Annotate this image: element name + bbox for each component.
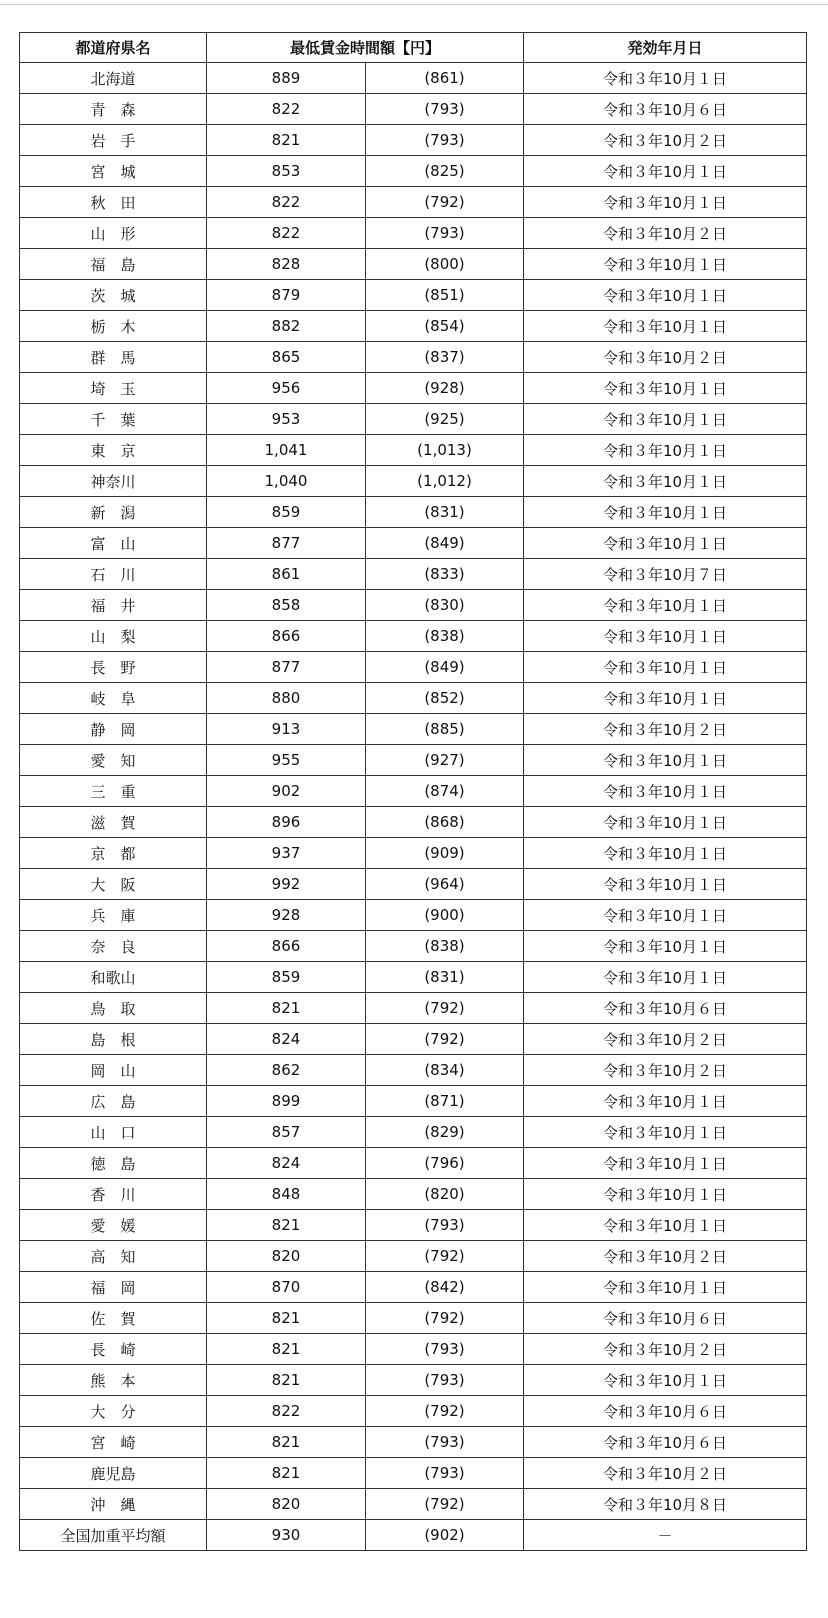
prefecture-cell: 宮 崎 bbox=[20, 1427, 207, 1458]
prefecture-cell: 福 井 bbox=[20, 590, 207, 621]
effective-date-cell: 令和３年10月１日 bbox=[524, 156, 807, 187]
prefecture-cell: 和歌山 bbox=[20, 962, 207, 993]
previous-wage-cell: (1,012) bbox=[366, 466, 524, 497]
prefecture-cell: 奈 良 bbox=[20, 931, 207, 962]
previous-wage-cell: (792) bbox=[366, 187, 524, 218]
prefecture-cell: 福 岡 bbox=[20, 1272, 207, 1303]
previous-wage-cell: (851) bbox=[366, 280, 524, 311]
table-row bbox=[20, 962, 807, 993]
table-row bbox=[20, 1210, 807, 1241]
effective-date-cell: 令和３年10月１日 bbox=[524, 807, 807, 838]
prefecture-cell: 兵 庫 bbox=[20, 900, 207, 931]
prefecture-cell: 長 野 bbox=[20, 652, 207, 683]
effective-date-cell: 令和３年10月２日 bbox=[524, 1241, 807, 1272]
wage-cell: 820 bbox=[207, 1489, 366, 1520]
previous-wage-cell: (792) bbox=[366, 1396, 524, 1427]
table-row bbox=[20, 373, 807, 404]
effective-date-cell: 令和３年10月２日 bbox=[524, 342, 807, 373]
table-row bbox=[20, 900, 807, 931]
previous-wage-cell: (792) bbox=[366, 993, 524, 1024]
wage-cell: 879 bbox=[207, 280, 366, 311]
table-row bbox=[20, 1334, 807, 1365]
previous-wage-cell: (831) bbox=[366, 497, 524, 528]
effective-date-cell: 令和３年10月１日 bbox=[524, 497, 807, 528]
prefecture-cell: 京 都 bbox=[20, 838, 207, 869]
wage-cell: 870 bbox=[207, 1272, 366, 1303]
prefecture-cell: 秋 田 bbox=[20, 187, 207, 218]
effective-date-cell: 令和３年10月１日 bbox=[524, 1148, 807, 1179]
wage-cell: 899 bbox=[207, 1086, 366, 1117]
table-row bbox=[20, 807, 807, 838]
previous-wage-cell: (874) bbox=[366, 776, 524, 807]
prefecture-cell: 愛 知 bbox=[20, 745, 207, 776]
effective-date-cell: 令和３年10月１日 bbox=[524, 931, 807, 962]
wage-cell: 858 bbox=[207, 590, 366, 621]
effective-date-cell: 令和３年10月２日 bbox=[524, 1458, 807, 1489]
wage-cell: 889 bbox=[207, 63, 366, 94]
prefecture-cell: 愛 媛 bbox=[20, 1210, 207, 1241]
effective-date-cell: 令和３年10月２日 bbox=[524, 125, 807, 156]
wage-cell: 828 bbox=[207, 249, 366, 280]
effective-date-cell: － bbox=[524, 1520, 807, 1551]
table-row bbox=[20, 1427, 807, 1458]
effective-date-cell: 令和３年10月１日 bbox=[524, 962, 807, 993]
previous-wage-cell: (793) bbox=[366, 1334, 524, 1365]
table-row bbox=[20, 1024, 807, 1055]
effective-date-cell: 令和３年10月１日 bbox=[524, 404, 807, 435]
wage-cell: 956 bbox=[207, 373, 366, 404]
effective-date-cell: 令和３年10月１日 bbox=[524, 528, 807, 559]
wage-cell: 821 bbox=[207, 993, 366, 1024]
wage-cell: 862 bbox=[207, 1055, 366, 1086]
effective-date-cell: 令和３年10月１日 bbox=[524, 435, 807, 466]
table-row bbox=[20, 776, 807, 807]
previous-wage-cell: (793) bbox=[366, 1210, 524, 1241]
table-row bbox=[20, 993, 807, 1024]
effective-date-cell: 令和３年10月２日 bbox=[524, 714, 807, 745]
wage-cell: 866 bbox=[207, 931, 366, 962]
wage-cell: 1,041 bbox=[207, 435, 366, 466]
previous-wage-cell: (793) bbox=[366, 1365, 524, 1396]
table-row bbox=[20, 621, 807, 652]
previous-wage-cell: (861) bbox=[366, 63, 524, 94]
table-row bbox=[20, 156, 807, 187]
effective-date-cell: 令和３年10月７日 bbox=[524, 559, 807, 590]
table-row bbox=[20, 1396, 807, 1427]
wage-cell: 822 bbox=[207, 94, 366, 125]
wage-cell: 821 bbox=[207, 1458, 366, 1489]
header-min-wage: 最低賃金時間額【円】 bbox=[207, 33, 524, 63]
wage-cell: 896 bbox=[207, 807, 366, 838]
wage-cell: 821 bbox=[207, 1210, 366, 1241]
effective-date-cell: 令和３年10月１日 bbox=[524, 311, 807, 342]
prefecture-cell: 島 根 bbox=[20, 1024, 207, 1055]
table-row bbox=[20, 311, 807, 342]
table-row bbox=[20, 1365, 807, 1396]
effective-date-cell: 令和３年10月２日 bbox=[524, 1334, 807, 1365]
previous-wage-cell: (868) bbox=[366, 807, 524, 838]
prefecture-cell: 大 分 bbox=[20, 1396, 207, 1427]
previous-wage-cell: (900) bbox=[366, 900, 524, 931]
table-row bbox=[20, 1303, 807, 1334]
previous-wage-cell: (852) bbox=[366, 683, 524, 714]
prefecture-cell: 三 重 bbox=[20, 776, 207, 807]
wage-cell: 821 bbox=[207, 1334, 366, 1365]
previous-wage-cell: (838) bbox=[366, 931, 524, 962]
previous-wage-cell: (885) bbox=[366, 714, 524, 745]
wage-cell: 853 bbox=[207, 156, 366, 187]
effective-date-cell: 令和３年10月１日 bbox=[524, 900, 807, 931]
previous-wage-cell: (833) bbox=[366, 559, 524, 590]
effective-date-cell: 令和３年10月１日 bbox=[524, 249, 807, 280]
previous-wage-cell: (792) bbox=[366, 1303, 524, 1334]
table-row bbox=[20, 497, 807, 528]
prefecture-cell: 石 川 bbox=[20, 559, 207, 590]
previous-wage-cell: (925) bbox=[366, 404, 524, 435]
prefecture-cell: 山 形 bbox=[20, 218, 207, 249]
prefecture-cell: 宮 城 bbox=[20, 156, 207, 187]
effective-date-cell: 令和３年10月１日 bbox=[524, 280, 807, 311]
wage-cell: 822 bbox=[207, 218, 366, 249]
table-body bbox=[20, 63, 807, 1551]
header-row bbox=[20, 33, 807, 63]
previous-wage-cell: (793) bbox=[366, 218, 524, 249]
effective-date-cell: 令和３年10月１日 bbox=[524, 1179, 807, 1210]
table-row bbox=[20, 1148, 807, 1179]
prefecture-cell: 熊 本 bbox=[20, 1365, 207, 1396]
wage-cell: 859 bbox=[207, 962, 366, 993]
effective-date-cell: 令和３年10月１日 bbox=[524, 869, 807, 900]
wage-cell: 821 bbox=[207, 1365, 366, 1396]
wage-cell: 882 bbox=[207, 311, 366, 342]
previous-wage-cell: (800) bbox=[366, 249, 524, 280]
table-row bbox=[20, 187, 807, 218]
table-row bbox=[20, 1086, 807, 1117]
table-header bbox=[20, 33, 807, 63]
prefecture-cell: 山 口 bbox=[20, 1117, 207, 1148]
header-prefecture: 都道府県名 bbox=[20, 33, 207, 63]
effective-date-cell: 令和３年10月２日 bbox=[524, 1055, 807, 1086]
minimum-wage-table bbox=[19, 32, 807, 1551]
prefecture-cell: 高 知 bbox=[20, 1241, 207, 1272]
prefecture-cell: 北海道 bbox=[20, 63, 207, 94]
table-row bbox=[20, 1458, 807, 1489]
prefecture-cell: 岡 山 bbox=[20, 1055, 207, 1086]
table-row bbox=[20, 559, 807, 590]
table-row bbox=[20, 1055, 807, 1086]
effective-date-cell: 令和３年10月１日 bbox=[524, 373, 807, 404]
previous-wage-cell: (1,013) bbox=[366, 435, 524, 466]
prefecture-cell: 埼 玉 bbox=[20, 373, 207, 404]
table-row bbox=[20, 404, 807, 435]
wage-cell: 1,040 bbox=[207, 466, 366, 497]
table-row bbox=[20, 590, 807, 621]
prefecture-cell: 千 葉 bbox=[20, 404, 207, 435]
wage-cell: 930 bbox=[207, 1520, 366, 1551]
effective-date-cell: 令和３年10月１日 bbox=[524, 1272, 807, 1303]
previous-wage-cell: (964) bbox=[366, 869, 524, 900]
wage-cell: 824 bbox=[207, 1024, 366, 1055]
table-row bbox=[20, 869, 807, 900]
previous-wage-cell: (792) bbox=[366, 1024, 524, 1055]
table-row bbox=[20, 94, 807, 125]
prefecture-cell: 滋 賀 bbox=[20, 807, 207, 838]
previous-wage-cell: (871) bbox=[366, 1086, 524, 1117]
prefecture-cell: 東 京 bbox=[20, 435, 207, 466]
effective-date-cell: 令和３年10月６日 bbox=[524, 1427, 807, 1458]
table-row bbox=[20, 1117, 807, 1148]
wage-cell: 820 bbox=[207, 1241, 366, 1272]
prefecture-cell: 神奈川 bbox=[20, 466, 207, 497]
effective-date-cell: 令和３年10月１日 bbox=[524, 683, 807, 714]
effective-date-cell: 令和３年10月６日 bbox=[524, 94, 807, 125]
wage-cell: 859 bbox=[207, 497, 366, 528]
prefecture-cell: 群 馬 bbox=[20, 342, 207, 373]
wage-cell: 822 bbox=[207, 1396, 366, 1427]
previous-wage-cell: (902) bbox=[366, 1520, 524, 1551]
wage-cell: 822 bbox=[207, 187, 366, 218]
table-row bbox=[20, 1179, 807, 1210]
effective-date-cell: 令和３年10月６日 bbox=[524, 1303, 807, 1334]
table-row bbox=[20, 342, 807, 373]
wage-cell: 865 bbox=[207, 342, 366, 373]
prefecture-cell: 鳥 取 bbox=[20, 993, 207, 1024]
effective-date-cell: 令和３年10月１日 bbox=[524, 838, 807, 869]
table-row bbox=[20, 435, 807, 466]
prefecture-cell: 徳 島 bbox=[20, 1148, 207, 1179]
wage-cell: 902 bbox=[207, 776, 366, 807]
previous-wage-cell: (793) bbox=[366, 1427, 524, 1458]
effective-date-cell: 令和３年10月８日 bbox=[524, 1489, 807, 1520]
effective-date-cell: 令和３年10月１日 bbox=[524, 590, 807, 621]
prefecture-cell: 沖 縄 bbox=[20, 1489, 207, 1520]
table-row bbox=[20, 931, 807, 962]
effective-date-cell: 令和３年10月１日 bbox=[524, 1210, 807, 1241]
previous-wage-cell: (793) bbox=[366, 94, 524, 125]
previous-wage-cell: (834) bbox=[366, 1055, 524, 1086]
wage-cell: 821 bbox=[207, 1303, 366, 1334]
prefecture-cell: 香 川 bbox=[20, 1179, 207, 1210]
wage-cell: 857 bbox=[207, 1117, 366, 1148]
previous-wage-cell: (909) bbox=[366, 838, 524, 869]
effective-date-cell: 令和３年10月１日 bbox=[524, 652, 807, 683]
prefecture-cell: 佐 賀 bbox=[20, 1303, 207, 1334]
table-row bbox=[20, 1520, 807, 1551]
wage-cell: 821 bbox=[207, 125, 366, 156]
prefecture-cell: 全国加重平均額 bbox=[20, 1520, 207, 1551]
prefecture-cell: 長 崎 bbox=[20, 1334, 207, 1365]
previous-wage-cell: (838) bbox=[366, 621, 524, 652]
wage-cell: 955 bbox=[207, 745, 366, 776]
wage-cell: 953 bbox=[207, 404, 366, 435]
prefecture-cell: 大 阪 bbox=[20, 869, 207, 900]
wage-cell: 861 bbox=[207, 559, 366, 590]
prefecture-cell: 青 森 bbox=[20, 94, 207, 125]
top-divider bbox=[0, 4, 828, 5]
wage-cell: 992 bbox=[207, 869, 366, 900]
prefecture-cell: 岩 手 bbox=[20, 125, 207, 156]
prefecture-cell: 栃 木 bbox=[20, 311, 207, 342]
effective-date-cell: 令和３年10月１日 bbox=[524, 621, 807, 652]
prefecture-cell: 岐 阜 bbox=[20, 683, 207, 714]
wage-cell: 877 bbox=[207, 652, 366, 683]
previous-wage-cell: (793) bbox=[366, 1458, 524, 1489]
previous-wage-cell: (796) bbox=[366, 1148, 524, 1179]
effective-date-cell: 令和３年10月１日 bbox=[524, 63, 807, 94]
effective-date-cell: 令和３年10月１日 bbox=[524, 187, 807, 218]
wage-cell: 880 bbox=[207, 683, 366, 714]
effective-date-cell: 令和３年10月２日 bbox=[524, 218, 807, 249]
effective-date-cell: 令和３年10月１日 bbox=[524, 776, 807, 807]
previous-wage-cell: (854) bbox=[366, 311, 524, 342]
effective-date-cell: 令和３年10月６日 bbox=[524, 993, 807, 1024]
effective-date-cell: 令和３年10月１日 bbox=[524, 1365, 807, 1396]
effective-date-cell: 令和３年10月１日 bbox=[524, 466, 807, 497]
table-row bbox=[20, 218, 807, 249]
previous-wage-cell: (793) bbox=[366, 125, 524, 156]
table-row bbox=[20, 280, 807, 311]
wage-cell: 848 bbox=[207, 1179, 366, 1210]
prefecture-cell: 富 山 bbox=[20, 528, 207, 559]
effective-date-cell: 令和３年10月１日 bbox=[524, 1117, 807, 1148]
wage-cell: 913 bbox=[207, 714, 366, 745]
previous-wage-cell: (830) bbox=[366, 590, 524, 621]
previous-wage-cell: (829) bbox=[366, 1117, 524, 1148]
effective-date-cell: 令和３年10月６日 bbox=[524, 1396, 807, 1427]
previous-wage-cell: (849) bbox=[366, 652, 524, 683]
wage-cell: 928 bbox=[207, 900, 366, 931]
header-effective-date: 発効年月日 bbox=[524, 33, 807, 63]
wage-cell: 937 bbox=[207, 838, 366, 869]
table-row bbox=[20, 249, 807, 280]
wage-cell: 824 bbox=[207, 1148, 366, 1179]
prefecture-cell: 茨 城 bbox=[20, 280, 207, 311]
previous-wage-cell: (820) bbox=[366, 1179, 524, 1210]
prefecture-cell: 福 島 bbox=[20, 249, 207, 280]
effective-date-cell: 令和３年10月１日 bbox=[524, 1086, 807, 1117]
previous-wage-cell: (928) bbox=[366, 373, 524, 404]
table-row bbox=[20, 1489, 807, 1520]
table-row bbox=[20, 1241, 807, 1272]
wage-cell: 877 bbox=[207, 528, 366, 559]
previous-wage-cell: (849) bbox=[366, 528, 524, 559]
previous-wage-cell: (792) bbox=[366, 1489, 524, 1520]
prefecture-cell: 新 潟 bbox=[20, 497, 207, 528]
previous-wage-cell: (825) bbox=[366, 156, 524, 187]
table-row bbox=[20, 652, 807, 683]
previous-wage-cell: (842) bbox=[366, 1272, 524, 1303]
table-row bbox=[20, 1272, 807, 1303]
previous-wage-cell: (927) bbox=[366, 745, 524, 776]
table-row bbox=[20, 745, 807, 776]
prefecture-cell: 広 島 bbox=[20, 1086, 207, 1117]
table-row bbox=[20, 838, 807, 869]
prefecture-cell: 静 岡 bbox=[20, 714, 207, 745]
table-row bbox=[20, 125, 807, 156]
table-row bbox=[20, 528, 807, 559]
previous-wage-cell: (831) bbox=[366, 962, 524, 993]
previous-wage-cell: (792) bbox=[366, 1241, 524, 1272]
previous-wage-cell: (837) bbox=[366, 342, 524, 373]
prefecture-cell: 鹿児島 bbox=[20, 1458, 207, 1489]
table-row bbox=[20, 466, 807, 497]
effective-date-cell: 令和３年10月１日 bbox=[524, 745, 807, 776]
effective-date-cell: 令和３年10月２日 bbox=[524, 1024, 807, 1055]
table-row bbox=[20, 683, 807, 714]
wage-cell: 821 bbox=[207, 1427, 366, 1458]
prefecture-cell: 山 梨 bbox=[20, 621, 207, 652]
table-row bbox=[20, 714, 807, 745]
table-row bbox=[20, 63, 807, 94]
wage-cell: 866 bbox=[207, 621, 366, 652]
